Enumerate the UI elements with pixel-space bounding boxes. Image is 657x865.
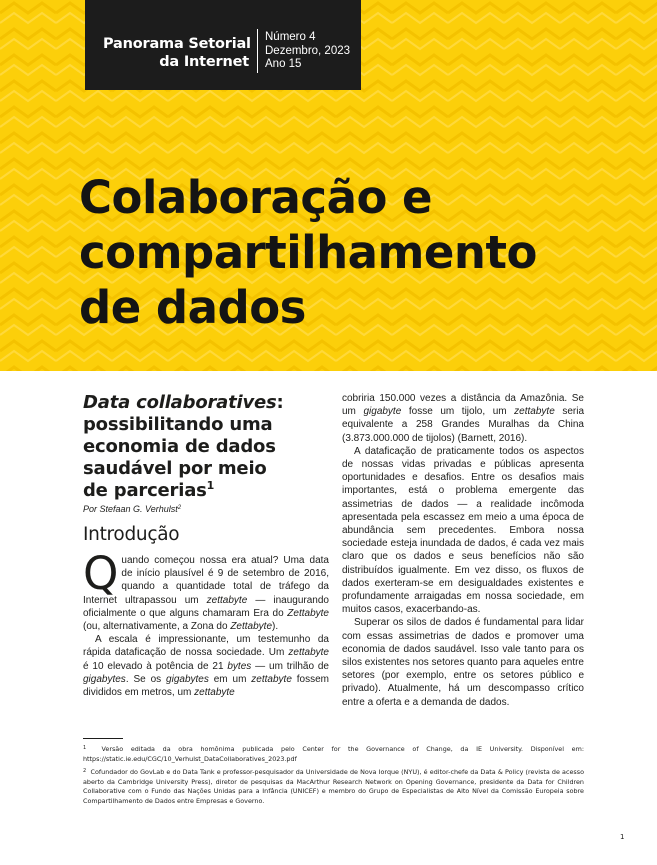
- paragraph: A escala é impressionante, um testemunho da rápida dataficação de nossa sociedade. Um zettabyte é 10 elevado à potência de 21 bytes — um trilhão de gigabytes. Se os gigabytes em um zettabyte fossem divididos em metros, um zettabyte: [83, 634, 330, 699]
- article-title: [83, 392, 329, 502]
- issue-number: Número 4: [265, 31, 316, 43]
- page-title-line1: Colaboração e: [79, 171, 433, 224]
- body-text-left: [83, 547, 330, 699]
- masthead: [85, 0, 361, 90]
- article-title-line4: saudável por meio: [83, 458, 267, 479]
- drop-cap: Q: [83, 547, 119, 600]
- article-title-colon: :: [276, 392, 284, 413]
- footnote-rule: [83, 738, 123, 739]
- page-title-line3: de dados: [79, 281, 306, 334]
- footnote: $^1$ Versão editada da obra homônima publicada pelo Center for the Governance of Change, da IE University. Disponível em: https://static.ie.edu/CGC/10_Verhulst_DataCollaboratives_2023.pdf: [83, 745, 584, 763]
- footnote-marker: 1: [206, 479, 215, 492]
- publication-name-line1: Panorama Setorial: [103, 36, 251, 52]
- paragraph: A dataficação de praticamente todos os aspectos de nossas vidas privadas e públicas apresenta oportunidades e desafios. Entre os desafios mais importantes, está o problema emergente das assimetrias de dados — a realidade incômoda apresentada pela escassez em meio a uma época de abundância sem precedentes. Embora nossa sociedade esteja inundada de dados, é cada vez mais claro que os dados e seus benefícios não são distribuídos igualmente. Em vez disso, os fluxos de dados exerteram-se em desigualdades existentes e profundamente arraigadas em nossa sociedade, em muitos casos, exacerbando-as.: [342, 445, 584, 616]
- article-title-line3: economia de dados: [83, 436, 276, 457]
- page-title: [79, 170, 649, 335]
- issue-info: [265, 31, 350, 72]
- masthead-divider: [257, 29, 258, 73]
- paragraph: Quando começou nossa era atual? Uma data de início plausível é 9 de setembro de 2016, quando a quantidade total de tráfego da Internet ultrapassou um zettabyte — inaugurando oficialmente o que alguns chamaram Era do Zettabyte (ou, alternativamente, a Zona do Zettabyte).: [83, 547, 329, 633]
- footnotes: [83, 745, 584, 810]
- byline-text: Por Stefaan G. Verhulst: [83, 504, 178, 514]
- article-title-line2: possibilitando uma: [83, 414, 273, 435]
- paragraph: Superar os silos de dados é fundamental para lidar com essas assimetrias de dados e promover uma economia de dados saudável. Isso vale tanto para os silos existentes nos setores quanto para aqueles entre setores (por exemplo, entre os setores público e privado). Atualmente, há um descompasso crítico entre a oferta e a demanda de dados.: [342, 617, 584, 708]
- byline: [83, 504, 329, 514]
- publication-name-line2: da Internet: [159, 54, 249, 70]
- section-heading: Introdução: [83, 524, 180, 545]
- publication-name: [103, 35, 249, 71]
- article-title-line5: de parcerias: [83, 480, 207, 501]
- page-title-line2: compartilhamento: [79, 226, 537, 279]
- page-number: 1: [620, 833, 625, 841]
- footnote: $^2$ Cofundador do GovLab e do Data Tank e professor-pesquisador da Universidade de Nova Iorque (NYU), é editor-chefe da Data & Policy (revista de acesso aberto da Cambridge University Press), diretor de pesquisas da MacArthur Research Network on Opening Governance, presidente da Data for Children Collaborative com o Fundo das Nações Unidas para a Infância (UNICEF) e membro do Grupo de Especialistas de Alto Nível da Comissão Europeia sobre Compartilhamento de Dados entre Empresas e Governo.: [83, 768, 584, 805]
- article-title-italic: Data collaboratives: [83, 392, 277, 413]
- issue-date: Dezembro, 2023: [265, 44, 351, 57]
- right-column: [342, 392, 584, 709]
- left-column: [83, 392, 329, 699]
- paragraph: cobriria 150.000 vezes a distância da Amazônia. Se um gigabyte fosse um tijolo, um zettabyte seria equivalente a 258 Grandes Muralhas da China (3.873.000.000 de tijolos) (Barnett, 2016).: [342, 393, 585, 444]
- cover-banner: [0, 0, 657, 371]
- issue-year: Ano 15: [265, 58, 302, 70]
- footnote-marker: 2: [177, 505, 182, 511]
